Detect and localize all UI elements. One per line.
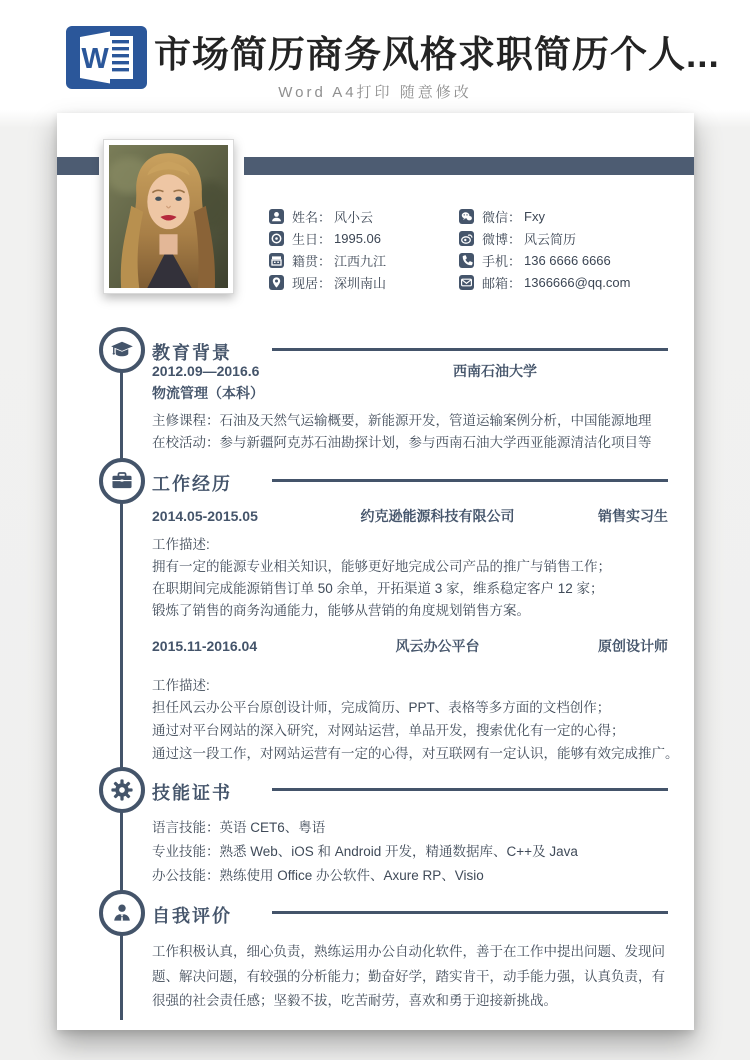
evaluation-section-rule [272, 911, 668, 914]
job-desc-label: 工作描述: [152, 678, 210, 693]
education-line: 在校活动：参与新疆阿克苏石油勘探计划，参与西南石油大学西亚能源清洁化项目等 [152, 435, 652, 450]
contact-value: 风小云 [334, 209, 374, 225]
header [0, 0, 750, 112]
job-desc-label: 工作描述: [152, 537, 210, 552]
job-role: 销售实习生 [598, 508, 668, 524]
contact-value: 江西九江 [334, 253, 387, 269]
user-icon [269, 209, 284, 224]
education-section-rule [272, 348, 668, 351]
contact-row-birthday [269, 227, 386, 249]
job-period: 2015.11-2016.04 [152, 638, 258, 654]
contact-value: 136 6666 6666 [524, 252, 611, 268]
job-desc-line: 锻炼了销售的商务沟通能力，能够从营销的角度规划销售方案。 [152, 603, 530, 618]
evaluation-section-icon [99, 890, 145, 936]
skills-section-icon [99, 767, 145, 813]
contact-info-right [459, 205, 630, 293]
skill-line: 办公技能：熟练使用 Office 办公软件、Axure RP、Visio [152, 868, 484, 883]
contact-value: 风云简历 [524, 231, 577, 247]
job-header-row [152, 638, 668, 655]
briefcase-icon [109, 468, 135, 494]
work-section-icon [99, 458, 145, 504]
contact-label: 手机： [482, 253, 522, 269]
mail-icon [459, 275, 474, 290]
job-role: 原创设计师 [598, 638, 668, 654]
profile-photo [103, 139, 234, 294]
job-header-row [152, 508, 668, 525]
word-logo-icon [66, 26, 147, 89]
contact-info-left [269, 205, 386, 293]
contact-label: 现居： [292, 275, 332, 291]
graduation-cap-icon [109, 337, 135, 363]
evaluation-section-title: 自我评价 [152, 906, 232, 926]
job-desc-line: 拥有一定的能源专业相关知识，能够更好地完成公司产品的推广与销售工作； [152, 559, 611, 574]
education-line: 主修课程：石油及天然气运输概要，新能源开发，管道运输案例分析，中国能源地理 [152, 413, 652, 428]
job-desc-line: 通过对平台网站的深入研究，对网站运营，单品开发，搜索优化有一定的心得； [152, 723, 625, 738]
contact-row-weibo [459, 227, 630, 249]
job-desc-line: 在职期间完成能源销售订单 50 余单，开拓渠道 3 家，维系稳定客户 12 家； [152, 581, 604, 596]
education-header-row [152, 363, 668, 380]
job-company: 风云办公平台 [395, 638, 480, 654]
work-section-title: 工作经历 [152, 474, 232, 494]
job-company: 约克逊能源科技有限公司 [360, 508, 515, 524]
contact-label: 生日： [292, 231, 332, 247]
job-period: 2014.05-2015.05 [152, 508, 258, 524]
education-section-title: 教育背景 [152, 343, 232, 363]
contact-label: 邮箱： [482, 275, 522, 291]
person-icon [109, 900, 135, 926]
contact-row-email [459, 271, 630, 293]
job-desc-line: 担任风云办公平台原创设计师，完成简历、PPT、表格等多方面的文档创作； [152, 700, 611, 715]
weibo-icon [459, 231, 474, 246]
resume-page [57, 113, 694, 1030]
contact-label: 姓名： [292, 209, 332, 225]
contact-value: 1366666@qq.com [524, 274, 631, 290]
contact-row-wechat [459, 205, 630, 227]
contact-row-name [269, 205, 386, 227]
work-section-rule [272, 479, 668, 482]
page-subtitle: Word A4打印 随意修改 [278, 84, 472, 101]
education-section-icon [99, 327, 145, 373]
birthday-icon [269, 231, 284, 246]
phone-icon [459, 253, 474, 268]
contact-value: Fxy [524, 208, 545, 224]
education-school: 西南石油大学 [453, 363, 537, 379]
contact-value: 深圳南山 [334, 275, 387, 291]
accent-bar-right [244, 157, 694, 175]
contact-row-phone [459, 249, 630, 271]
contact-row-residence [269, 271, 386, 293]
contact-label: 微博： [482, 231, 522, 247]
contact-value: 1995.06 [334, 230, 381, 246]
hometown-icon [269, 253, 284, 268]
gear-icon [109, 777, 135, 803]
evaluation-paragraph: 工作积极认真，细心负责，熟练运用办公自动化软件，善于在工作中提出问题、发现问题、解决问题，有较强的分析能力；勤奋好学，踏实肯干，动手能力强，认真负责，有很强的社会责任感；坚毅不拔，吃苦耐劳，喜欢和勇于迎接新挑战。 [152, 944, 665, 1008]
svg-text:W: W [81, 43, 109, 75]
contact-label: 籍贯： [292, 253, 332, 269]
page-title: 市场简历商务风格求职简历个人... [154, 34, 720, 75]
skills-section-rule [272, 788, 668, 791]
skill-line: 专业技能：熟悉 Web、iOS 和 Android 开发，精通数据库、C++及 Java [152, 844, 578, 859]
location-icon [269, 275, 284, 290]
contact-row-hometown [269, 249, 386, 271]
contact-label: 微信： [482, 209, 522, 225]
wechat-icon [459, 209, 474, 224]
accent-bar-left [57, 157, 99, 175]
skills-section-title: 技能证书 [152, 783, 232, 803]
education-major: 物流管理（本科） [152, 385, 264, 401]
skill-line: 语言技能：英语 CET6、粤语 [152, 820, 326, 835]
education-period: 2012.09—2016.6 [152, 363, 260, 379]
job-desc-line: 通过这一段工作，对网站运营有一定的心得，对互联网有一定认识，能够有效完成推广。 [152, 746, 679, 761]
